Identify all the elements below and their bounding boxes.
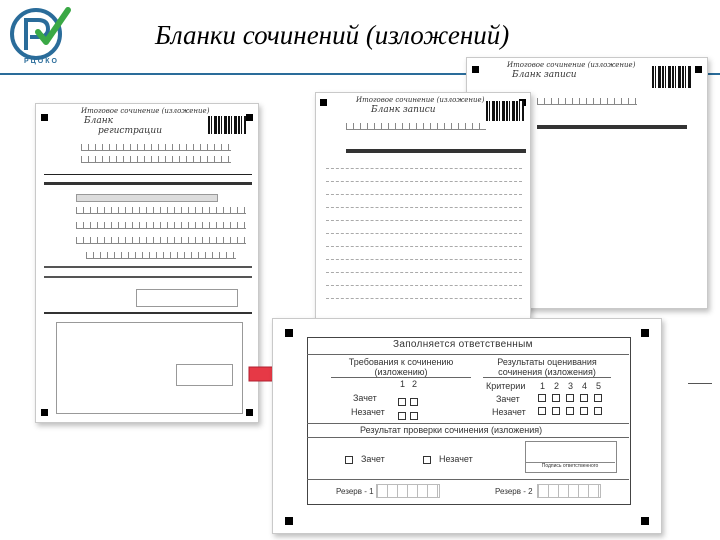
criteria-zachet-checkboxes[interactable] (538, 394, 602, 402)
section-title: Заполняется ответственным (393, 339, 533, 350)
result-zachet[interactable] (345, 454, 385, 464)
criteria-label: Критерии (486, 381, 526, 391)
registration-form-title-line2: регистрации (98, 126, 163, 136)
signature-caption: Подпись ответственного (525, 462, 615, 469)
logo-text: РЦОКО (24, 58, 59, 65)
logo-emblem-icon (6, 4, 78, 66)
reserve1-cells[interactable] (376, 484, 440, 498)
answer-form-sheet (315, 92, 531, 319)
col-results: Результаты оценивания сочинения (изложения) (483, 357, 611, 378)
zachet-label-left: Зачет (353, 393, 377, 403)
right-edge-rule (688, 383, 712, 384)
slide-title: Бланки сочинений (изложений) (155, 20, 510, 50)
registration-form-title-line1: Бланк (84, 116, 114, 126)
criteria-num-1: 1 (540, 381, 546, 391)
col-requirements: Требования к сочинению (изложению) (331, 357, 471, 378)
result-title: Результат проверки сочинения (изложения) (360, 425, 543, 435)
reserve1-label: Резерв - 1 (336, 487, 374, 496)
nezachet-label-left: Незачет (351, 407, 385, 417)
registration-form-sheet (35, 103, 259, 423)
criteria-nezachet-checkboxes[interactable] (538, 407, 602, 415)
zachet-label-right: Зачет (496, 394, 520, 404)
requirement-num-2: 2 (412, 379, 418, 389)
logo (6, 4, 78, 66)
answer-form-header: Итоговое сочинение (изложение) (356, 96, 485, 104)
answer-form-back-sheet: Итоговое сочинение (изложение) Бланк записи (466, 57, 708, 309)
zoomed-form-sheet (272, 318, 662, 534)
registration-form-header: Итоговое сочинение (изложение) (81, 107, 210, 115)
result-nezachet[interactable] (423, 454, 473, 464)
criteria-num-5: 5 (596, 381, 602, 391)
requirement-num-1: 1 (400, 379, 406, 389)
reserve2-label: Резерв - 2 (495, 487, 533, 496)
result-nezachet-label: Незачет (439, 454, 473, 464)
result-zachet-label: Зачет (361, 454, 385, 464)
criteria-num-2: 2 (554, 381, 560, 391)
answer-form-title: Бланк записи (371, 105, 436, 115)
reserve2-cells[interactable] (537, 484, 601, 498)
nezachet-label-right: Незачет (492, 407, 526, 417)
criteria-num-3: 3 (568, 381, 574, 391)
criteria-num-4: 4 (582, 381, 588, 391)
